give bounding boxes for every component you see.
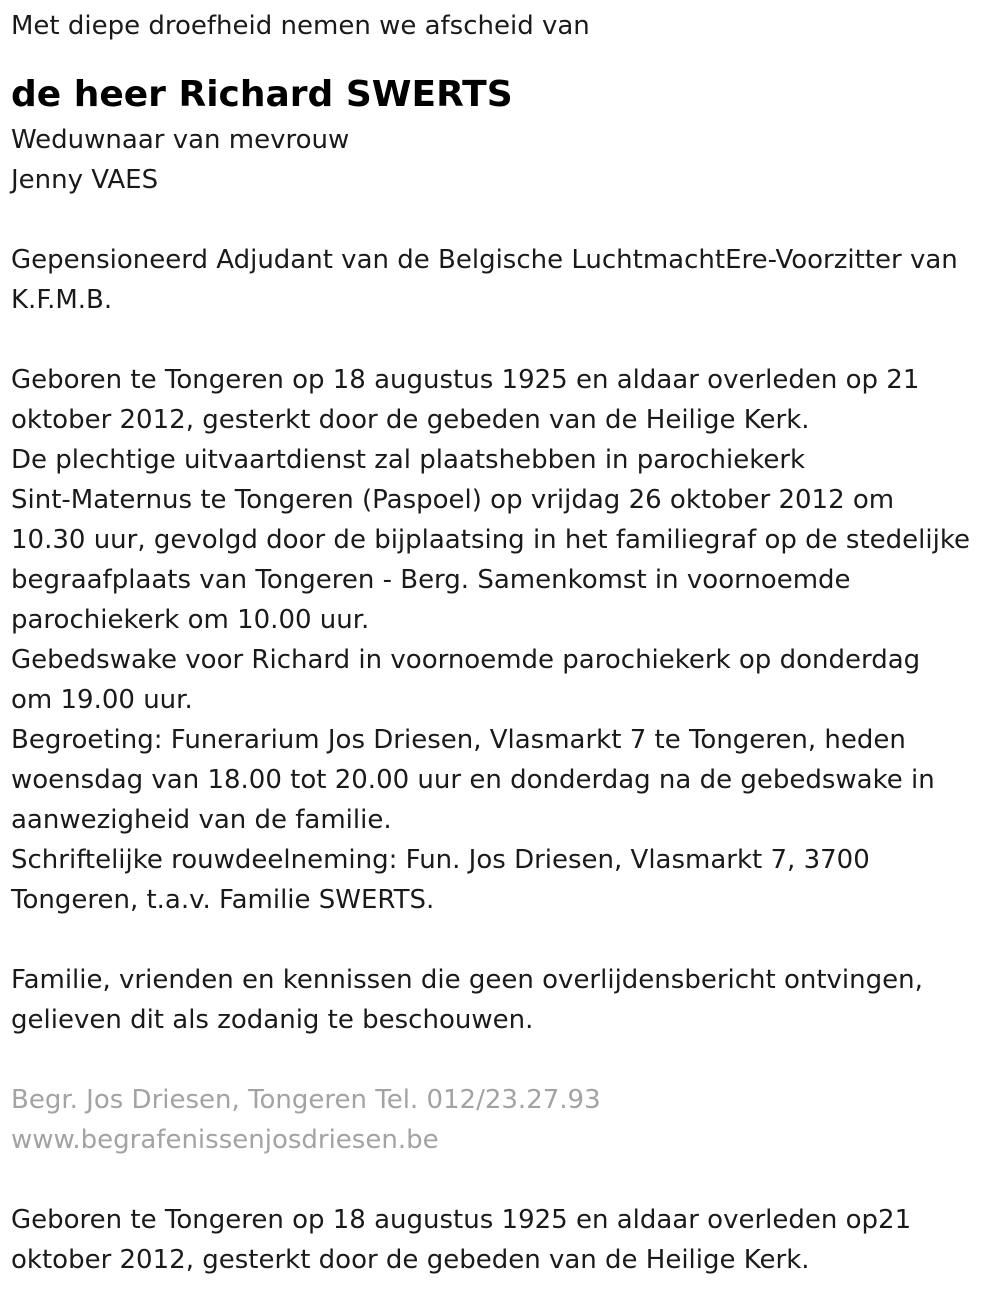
detail-line: Tongeren, t.a.v. Familie SWERTS. [11, 885, 435, 915]
details-block [11, 360, 990, 920]
title-line: K.F.M.B. [11, 285, 113, 315]
intro-text: Met diepe droefheid nemen we afscheid van [11, 11, 590, 41]
repeat-block [11, 1200, 990, 1280]
undertaker-website: www.begrafenissenjosdriesen.be [11, 1125, 439, 1155]
detail-line: om 19.00 uur. [11, 685, 193, 715]
spouse-line: Jenny VAES [11, 165, 159, 195]
notice-block [11, 960, 990, 1040]
title-line: Gepensioneerd Adjudant van de Belgische LuchtmachtEre-Voorzitter van [11, 245, 958, 275]
deceased-name: de heer Richard SWERTS [11, 74, 513, 115]
repeat-line: Geboren te Tongeren op 18 augustus 1925 en aldaar overleden op21 [11, 1205, 912, 1235]
detail-line: woensdag van 18.00 tot 20.00 uur en donderdag na de gebedswake in [11, 765, 935, 795]
detail-line: oktober 2012, gesterkt door de gebeden van de Heilige Kerk. [11, 405, 810, 435]
spouse-block [11, 120, 990, 200]
notice-line: gelieven dit als zodanig te beschouwen. [11, 1005, 534, 1035]
detail-line: Schriftelijke rouwdeelneming: Fun. Jos Driesen, Vlasmarkt 7, 3700 [11, 845, 870, 875]
detail-line: 10.30 uur, gevolgd door de bijplaatsing in het familiegraf op de stedelijke [11, 525, 970, 555]
detail-line: parochiekerk om 10.00 uur. [11, 605, 370, 635]
detail-line: Sint-Maternus te Tongeren (Paspoel) op vrijdag 26 oktober 2012 om [11, 485, 895, 515]
titles-block [11, 240, 990, 320]
detail-line: begraafplaats van Tongeren - Berg. Samenkomst in voornoemde [11, 565, 851, 595]
detail-line: aanwezigheid van de familie. [11, 805, 392, 835]
notice-line: Familie, vrienden en kennissen die geen overlijdensbericht ontvingen, [11, 965, 923, 995]
detail-line: De plechtige uitvaartdienst zal plaatshebben in parochiekerk [11, 445, 806, 475]
spouse-line: Weduwnaar van mevrouw [11, 125, 350, 155]
undertaker-contact: Begr. Jos Driesen, Tongeren Tel. 012/23.27.93 [11, 1085, 601, 1115]
detail-line: Geboren te Tongeren op 18 augustus 1925 en aldaar overleden op 21 [11, 365, 920, 395]
detail-line: Begroeting: Funerarium Jos Driesen, Vlasmarkt 7 te Tongeren, heden [11, 725, 906, 755]
repeat-line: oktober 2012, gesterkt door de gebeden van de Heilige Kerk. [11, 1245, 810, 1275]
detail-line: Gebedswake voor Richard in voornoemde parochiekerk op donderdag [11, 645, 921, 675]
undertaker-block [11, 1080, 990, 1160]
